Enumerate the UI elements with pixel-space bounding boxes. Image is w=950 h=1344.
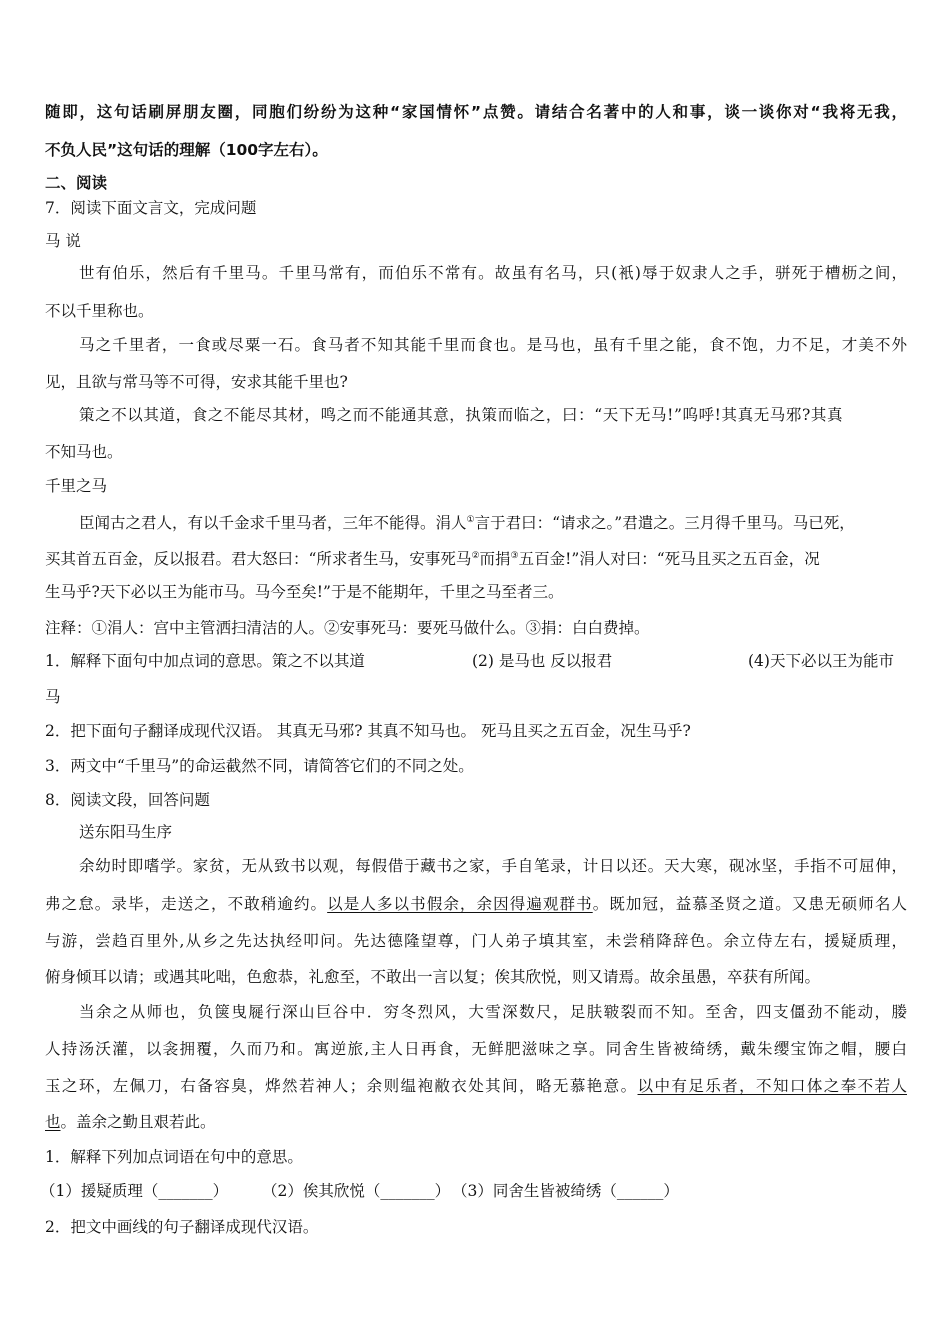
ma-shuo-p2-l2: 见，且欲与常马等不可得，安求其能千里也? xyxy=(45,373,348,391)
q8-sub1-item2: （2）俟其欣悦（_______） xyxy=(262,1182,451,1200)
q7-sub1-c: (4)天下必以王为能市 xyxy=(748,652,894,670)
footnote-mark: ③ xyxy=(510,551,519,561)
q8-sub2: 2．把文中画线的句子翻译成现代汉语。 xyxy=(45,1218,319,1236)
q7-sub3: 3．两文中“千里马”的命运截然不同，请简答它们的不同之处。 xyxy=(45,757,474,775)
q8-title: 8．阅读文段，回答问题 xyxy=(45,791,210,809)
q8-p2-l1: 当余之从师也，负箧曳屣行深山巨谷中．穷冬烈风，大雪深数尺，足肤皲裂而不知。至舍，四支僵劲不能动，媵 xyxy=(79,1003,907,1021)
text: 玉之环，左佩刀，右备容臭，烨然若神人；余则缊袍敝衣处其间，略无慕艳意。 xyxy=(45,1077,638,1095)
ma-shuo-p3-l2: 不知马也。 xyxy=(45,443,123,461)
q7-sub1-b: (2) 是马也 反以报君 xyxy=(472,652,613,670)
text: 五百金!”涓人对曰：“死马且买之五百金，况 xyxy=(518,550,820,569)
text: 。既加冠，益慕圣贤之道。又患无硕师名人 xyxy=(592,895,907,913)
q8-sub1-item3: （3）同舍生皆被绮绣（______） xyxy=(452,1182,679,1200)
q8-sub1-title: 1．解释下列加点词语在句中的意思。 xyxy=(45,1148,303,1166)
text: 而捐 xyxy=(479,550,511,569)
text: 臣闻古之君人，有以千金求千里马者，三年不能得。涓人 xyxy=(79,514,467,533)
q8-p2-l4 xyxy=(45,1112,907,1132)
prompt-line-2: 不负人民”这句话的理解（100字左右）。 xyxy=(45,141,328,159)
section-heading: 二、阅读 xyxy=(45,174,108,192)
ma-shuo-p3-l1: 策之不以其道，食之不能尽其材，鸣之而不能通其意，执策而临之，曰：“天下无马!”呜呼!其真无马邪?其真 xyxy=(79,406,844,424)
qianli-l3: 生马乎?天下必以王为能市马。马今至矣!”于是不能期年，千里之马至者三。 xyxy=(45,583,564,601)
underlined-sentence-1: 以是人多以书假余，余因得遍观群书 xyxy=(327,895,593,913)
footnote-mark: ② xyxy=(471,551,480,561)
q7-sub1-a: 1．解释下面句中加点词的意思。策之不以其道 xyxy=(45,652,365,670)
q7-title: 7．阅读下面文言文，完成问题 xyxy=(45,199,257,217)
ma-shuo-p2-l1: 马之千里者，一食或尽粟一石。食马者不知其能千里而食也。是马也，虽有千里之能，食不饱，力不足，才美不外 xyxy=(79,336,907,354)
q8-p2-l3 xyxy=(45,1076,907,1096)
q8-p1-l4: 俯身倾耳以请；或遇其叱咄，色愈恭，礼愈至，不敢出一言以复；俟其欣悦，则又请焉。故余虽愚，卒获有所闻。 xyxy=(45,968,821,986)
underlined-sentence-2-end: 也 xyxy=(45,1113,61,1131)
q8-p1-l3: 与游，尝趋百里外,从乡之先达执经叩问。先达德隆望尊，门人弟子填其室，未尝稍降辞色。余立侍左右，援疑质理， xyxy=(45,932,907,950)
q8-text-title: 送东阳马生序 xyxy=(79,823,173,841)
q7-sub1-d: 马 xyxy=(45,688,61,706)
underlined-sentence-2: 以中有足乐者，不知口体之奉不若人 xyxy=(637,1077,907,1095)
q8-p1-l1: 余幼时即嗜学。家贫，无从致书以观，每假借于藏书之家，手自笔录，计日以还。天大寒，砚冰坚，手指不可屈伸， xyxy=(79,857,907,875)
text: 。盖余之勤且艰若此。 xyxy=(60,1113,216,1131)
prompt-line-1: 随即，这句话刷屏朋友圈，同胞们纷纷为这种“家国情怀”点赞。请结合名著中的人和事，谈一谈你对“我将无我， xyxy=(45,103,907,121)
text2-title: 千里之马 xyxy=(45,477,108,495)
q8-sub1-item1: （1）援疑质理（_______） xyxy=(40,1182,229,1200)
q8-p1-l2 xyxy=(45,894,907,914)
qianli-l2 xyxy=(45,546,907,569)
q8-p2-l2: 人持汤沃灌，以衾拥覆，久而乃和。寓逆旅,主人日再食，无鲜肥滋味之享。同舍生皆被绮绣，戴朱缨宝饰之帽，腰白 xyxy=(45,1040,907,1058)
qianli-l1 xyxy=(45,510,907,533)
text: 弗之怠。录毕，走送之，不敢稍逾约。 xyxy=(45,895,328,913)
text: 买其首五百金，反以报君。君大怒曰：“所求者生马，安事死马 xyxy=(45,550,472,569)
ma-shuo-p1-l1: 世有伯乐，然后有千里马。千里马常有，而伯乐不常有。故虽有名马，只(衹)辱于奴隶人之手，骈死于槽枥之间， xyxy=(79,264,907,282)
text1-title: 马 说 xyxy=(45,232,81,250)
footnote-mark: ① xyxy=(466,515,475,525)
notes: 注释：①涓人：宫中主管洒扫清洁的人。②安事死马：要死马做什么。③捐：白白费掉。 xyxy=(45,619,650,637)
text: 言于君曰：“请求之。”君遣之。三月得千里马。马已死， xyxy=(474,514,855,533)
q7-sub2: 2．把下面句子翻译成现代汉语。 其真无马邪? 其真不知马也。 死马且买之五百金，况生马乎? xyxy=(45,722,691,740)
ma-shuo-p1-l2: 不以千里称也。 xyxy=(45,302,154,320)
